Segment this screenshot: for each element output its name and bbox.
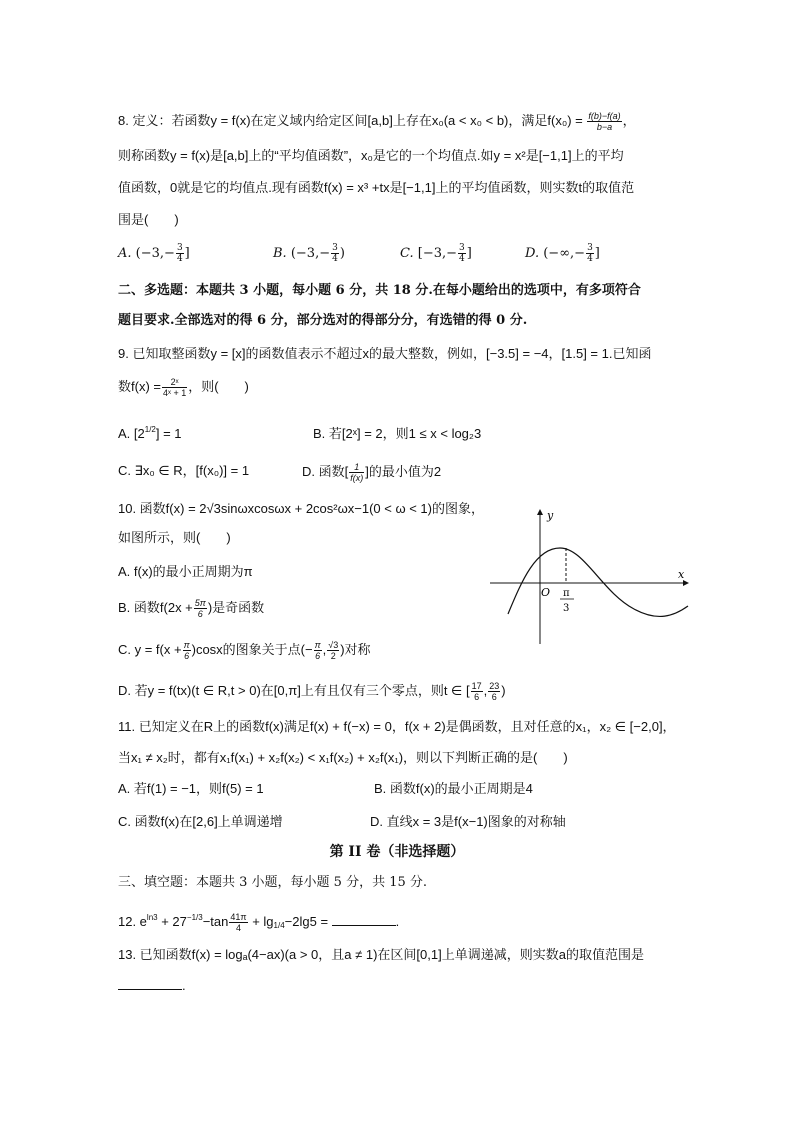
q8-option-d: D. (−∞,− $\frac{3}{4}$ ] <box>525 243 600 264</box>
q10-line-2: 如图所示，则( ) <box>118 530 231 545</box>
section-2-line-2: 题目要求.全部选对的得 6 分，部分选对的得部分分，有选错的得 0 分. <box>118 313 528 328</box>
tick-denominator: 3 <box>563 603 570 614</box>
q10-option-c: C. y = f(x + $\frac{\pi}{6}$ )cosx的图象关于点(− $\frac{\pi}{6}$ , $\frac{√3}{2}$ )对称 <box>118 640 371 661</box>
section-3-header: 三、填空题：本题共 3 小题，每小题 5 分，共 15 分. <box>118 875 428 890</box>
q10-option-a: A. f(x)的最小正周期为π <box>118 564 253 579</box>
q11-option-b: B. 函数f(x)的最小正周期是4 <box>374 781 533 796</box>
q11-option-a: A. 若f(1) = −1，则f(5) = 1 <box>118 781 264 796</box>
q12-line: 12. $e^{ln3} + 27^{-1/3}-\tan$ $\frac{41\pi}{4}$ + $\lg_{1/4}-2\lg 5$ = . <box>118 912 400 933</box>
q13-answer-blank[interactable] <box>118 977 182 990</box>
y-axis-label: y <box>547 509 554 522</box>
q9-line-1: 9. 已知取整函数y = [x]的函数值表示不超过x的最大整数，例如，[−3.5] = −4，[1.5] = 1.已知函 <box>118 346 652 361</box>
q9-option-c: C. ∃x₀ ∈ R，[f(x₀)] = 1 <box>118 463 250 478</box>
q8-line-4: 围是( ) <box>118 212 179 227</box>
q8-option-c: C. [−3,− $\frac{3}{4}$ ] <box>400 243 472 264</box>
q9-function-fraction: $\frac{\text{2ˣ}}{\text{4ˣ + 1}}$ <box>162 377 187 398</box>
q13-line-1: 13. 已知函数f(x) = logₐ(4−ax)(a > 0，且a ≠ 1)在区间[0,1]上单调递减，则实数a的取值范围是 <box>118 947 644 962</box>
x-axis-label: x <box>678 568 685 581</box>
q9-option-d: D. 函数[ $\frac{1}{f(x)}$ ]的最小值为2 <box>302 462 442 483</box>
q11-line-1: 11. 已知定义在R上的函数f(x)满足f(x) + f(−x) = 0，f(x + 2)是偶函数，且对任意的x₁，x₂ ∈ [−2,0]， <box>118 719 676 734</box>
q8-line-3: 值函数，0就是它的均值点.现有函数f(x) = x³ +tx是[−1,1]上的平均值函数，则实数t的取值范 <box>118 180 635 195</box>
q10-option-b: B. 函数f(2x + $\frac{5\pi}{6}$ )是奇函数 <box>118 598 265 619</box>
q11-line-2: 当x₁ ≠ x₂时，都有x₁f(x₁) + x₂f(x₂) < x₁f(x₂) + x₂f(x₁)，则以下判断正确的是( ) <box>118 750 568 765</box>
q11-option-c: C. 函数f(x)在[2,6]上单调递增 <box>118 814 283 829</box>
section-2-line-1: 二、多选题：本题共 3 小题，每小题 6 分，共 18 分.在每小题给出的选项中，有多项符合 <box>118 283 641 298</box>
q13-line-2: . <box>118 977 186 995</box>
q8-option-b: B. (−3,− $\frac{3}{4}$ ) <box>273 243 345 264</box>
q11-option-d: D. 直线x = 3是f(x−1)图象的对称轴 <box>370 814 566 829</box>
sine-curve <box>508 548 688 616</box>
q9-option-b: B. 若[2ˣ] = 2，则1 ≤ x < log₂3 <box>313 426 482 441</box>
q8-line-2: 则称函数y = f(x)是[a,b]上的“平均值函数”，x₀是它的一个均值点.如y = x²是[−1,1]上的平均 <box>118 148 624 163</box>
q8-option-a: A. (−3,− $\frac{3}{4}$ ] <box>118 243 190 264</box>
q8-text: 8. 定义：若函数y = f(x)在定义域内给定区间[a,b]上存在x₀(a < x₀ < b)，满足f(x₀) = <box>118 112 583 128</box>
q10-option-d: D. 若y = f(tx)(t ∈ R,t > 0)在[0,π]上有且仅有三个零点，则t ∈ [ $\frac{17}{6}$ , $\frac{23}{6}$ ) <box>118 681 506 702</box>
q9-option-a: A. $[2^{1/2}] = 1$ <box>118 425 182 441</box>
q8-mean-fraction: $\frac{f(b)-f(a)}{b-a}$ <box>588 111 621 132</box>
q8-line-1: 8. 定义：若函数y = f(x)在定义域内给定区间[a,b]上存在x₀(a < x₀ < b)，满足f(x₀) = $\frac{f(b)-f(a)}{b-a}$ ， <box>118 111 636 132</box>
q9-line-2: 数f(x) = $\frac{\text{2ˣ}}{\text{4ˣ + 1}}$ ，则( ) <box>118 377 249 398</box>
q10-line-1: 10. 函数f(x) = 2√3sinωxcosωx + 2cos²ωx−1(0 < ω < 1)的图象， <box>118 501 484 516</box>
tick-numerator: π <box>563 588 570 599</box>
part-2-title: 第 II 卷（非选择题） <box>329 844 465 860</box>
q12-answer-blank[interactable] <box>332 913 396 926</box>
q10-sine-graph <box>488 506 694 646</box>
origin-label: O <box>541 586 551 599</box>
